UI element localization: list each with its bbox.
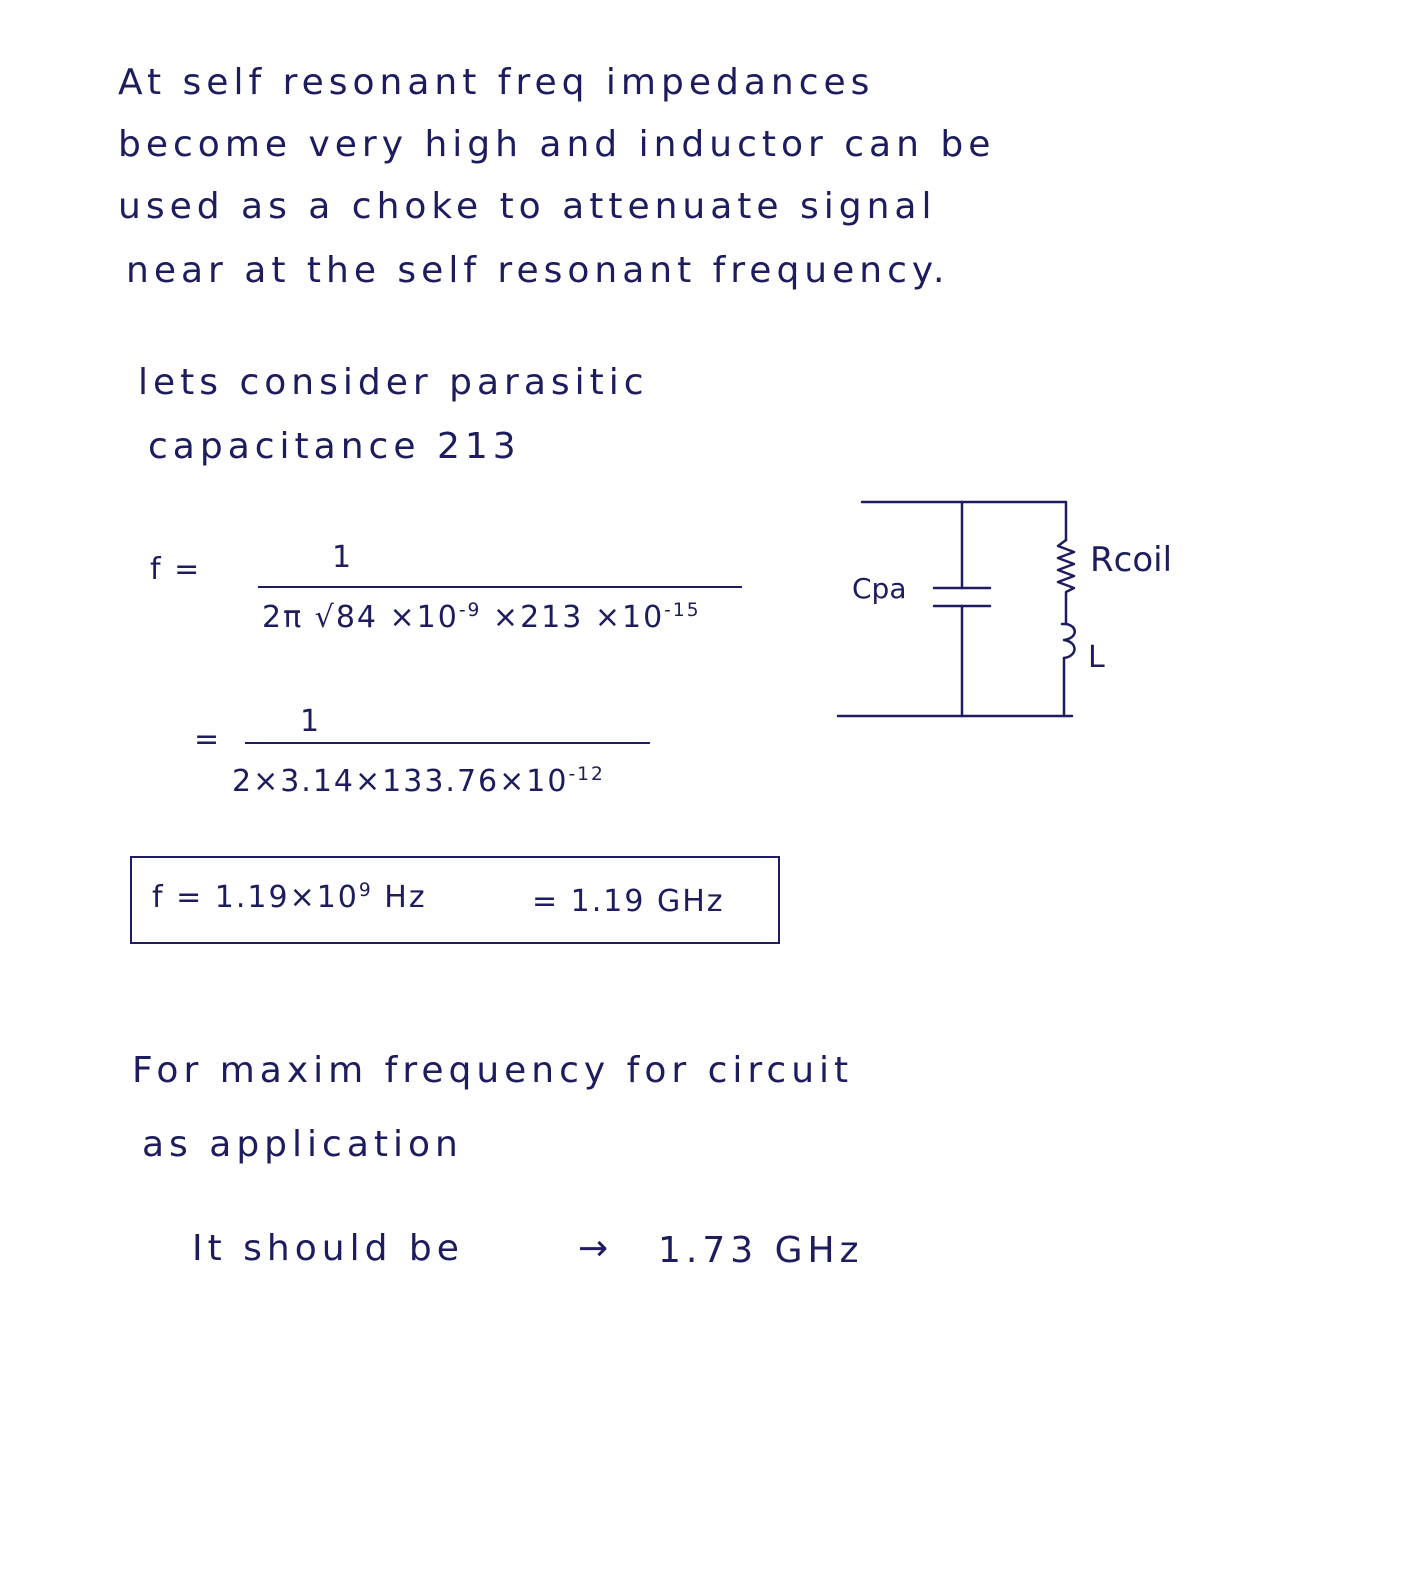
numerator-2: 1 xyxy=(300,704,322,739)
text-line-4: near at the self resonant frequency. xyxy=(126,250,950,291)
equals-sign-2: = xyxy=(194,722,222,757)
inductor-label: L xyxy=(1088,640,1105,675)
text-line-8: as application xyxy=(142,1124,463,1165)
numerator-1: 1 xyxy=(332,540,354,575)
text-line-3: used as a choke to attenuate signal xyxy=(118,186,937,227)
resistor-label: Rcoil xyxy=(1090,540,1173,580)
capacitor-label: Cpa xyxy=(852,572,907,605)
text-line-5: lets consider parasitic xyxy=(138,362,649,403)
result-right: = 1.19 GHz xyxy=(532,884,725,919)
text-line-6: capacitance 213 xyxy=(148,426,521,467)
conclusion-text: It should be xyxy=(192,1228,464,1269)
result-left: $f = 1.19\times 10^9$ Hz xyxy=(152,880,427,915)
denominator-2: $2\times 3.14\times 133.76\times 10^{-12}$ xyxy=(232,764,605,799)
text-line-7: For maxim frequency for circuit xyxy=(132,1050,854,1091)
denominator-1: 2π $√84 \times 10^{-9} \times 213 \times 10^{-15}$ xyxy=(262,600,701,635)
conclusion-value: 1.73 GHz xyxy=(658,1230,864,1271)
top-wire xyxy=(862,502,1066,540)
inductor-coil xyxy=(1062,624,1075,658)
resistor-zigzag xyxy=(1058,540,1074,624)
text-line-2: become very high and inductor can be xyxy=(118,124,996,165)
f-label: f = xyxy=(150,552,202,587)
arrow-icon: → xyxy=(578,1228,614,1269)
text-line-1: At self resonant freq impedances xyxy=(118,62,875,103)
